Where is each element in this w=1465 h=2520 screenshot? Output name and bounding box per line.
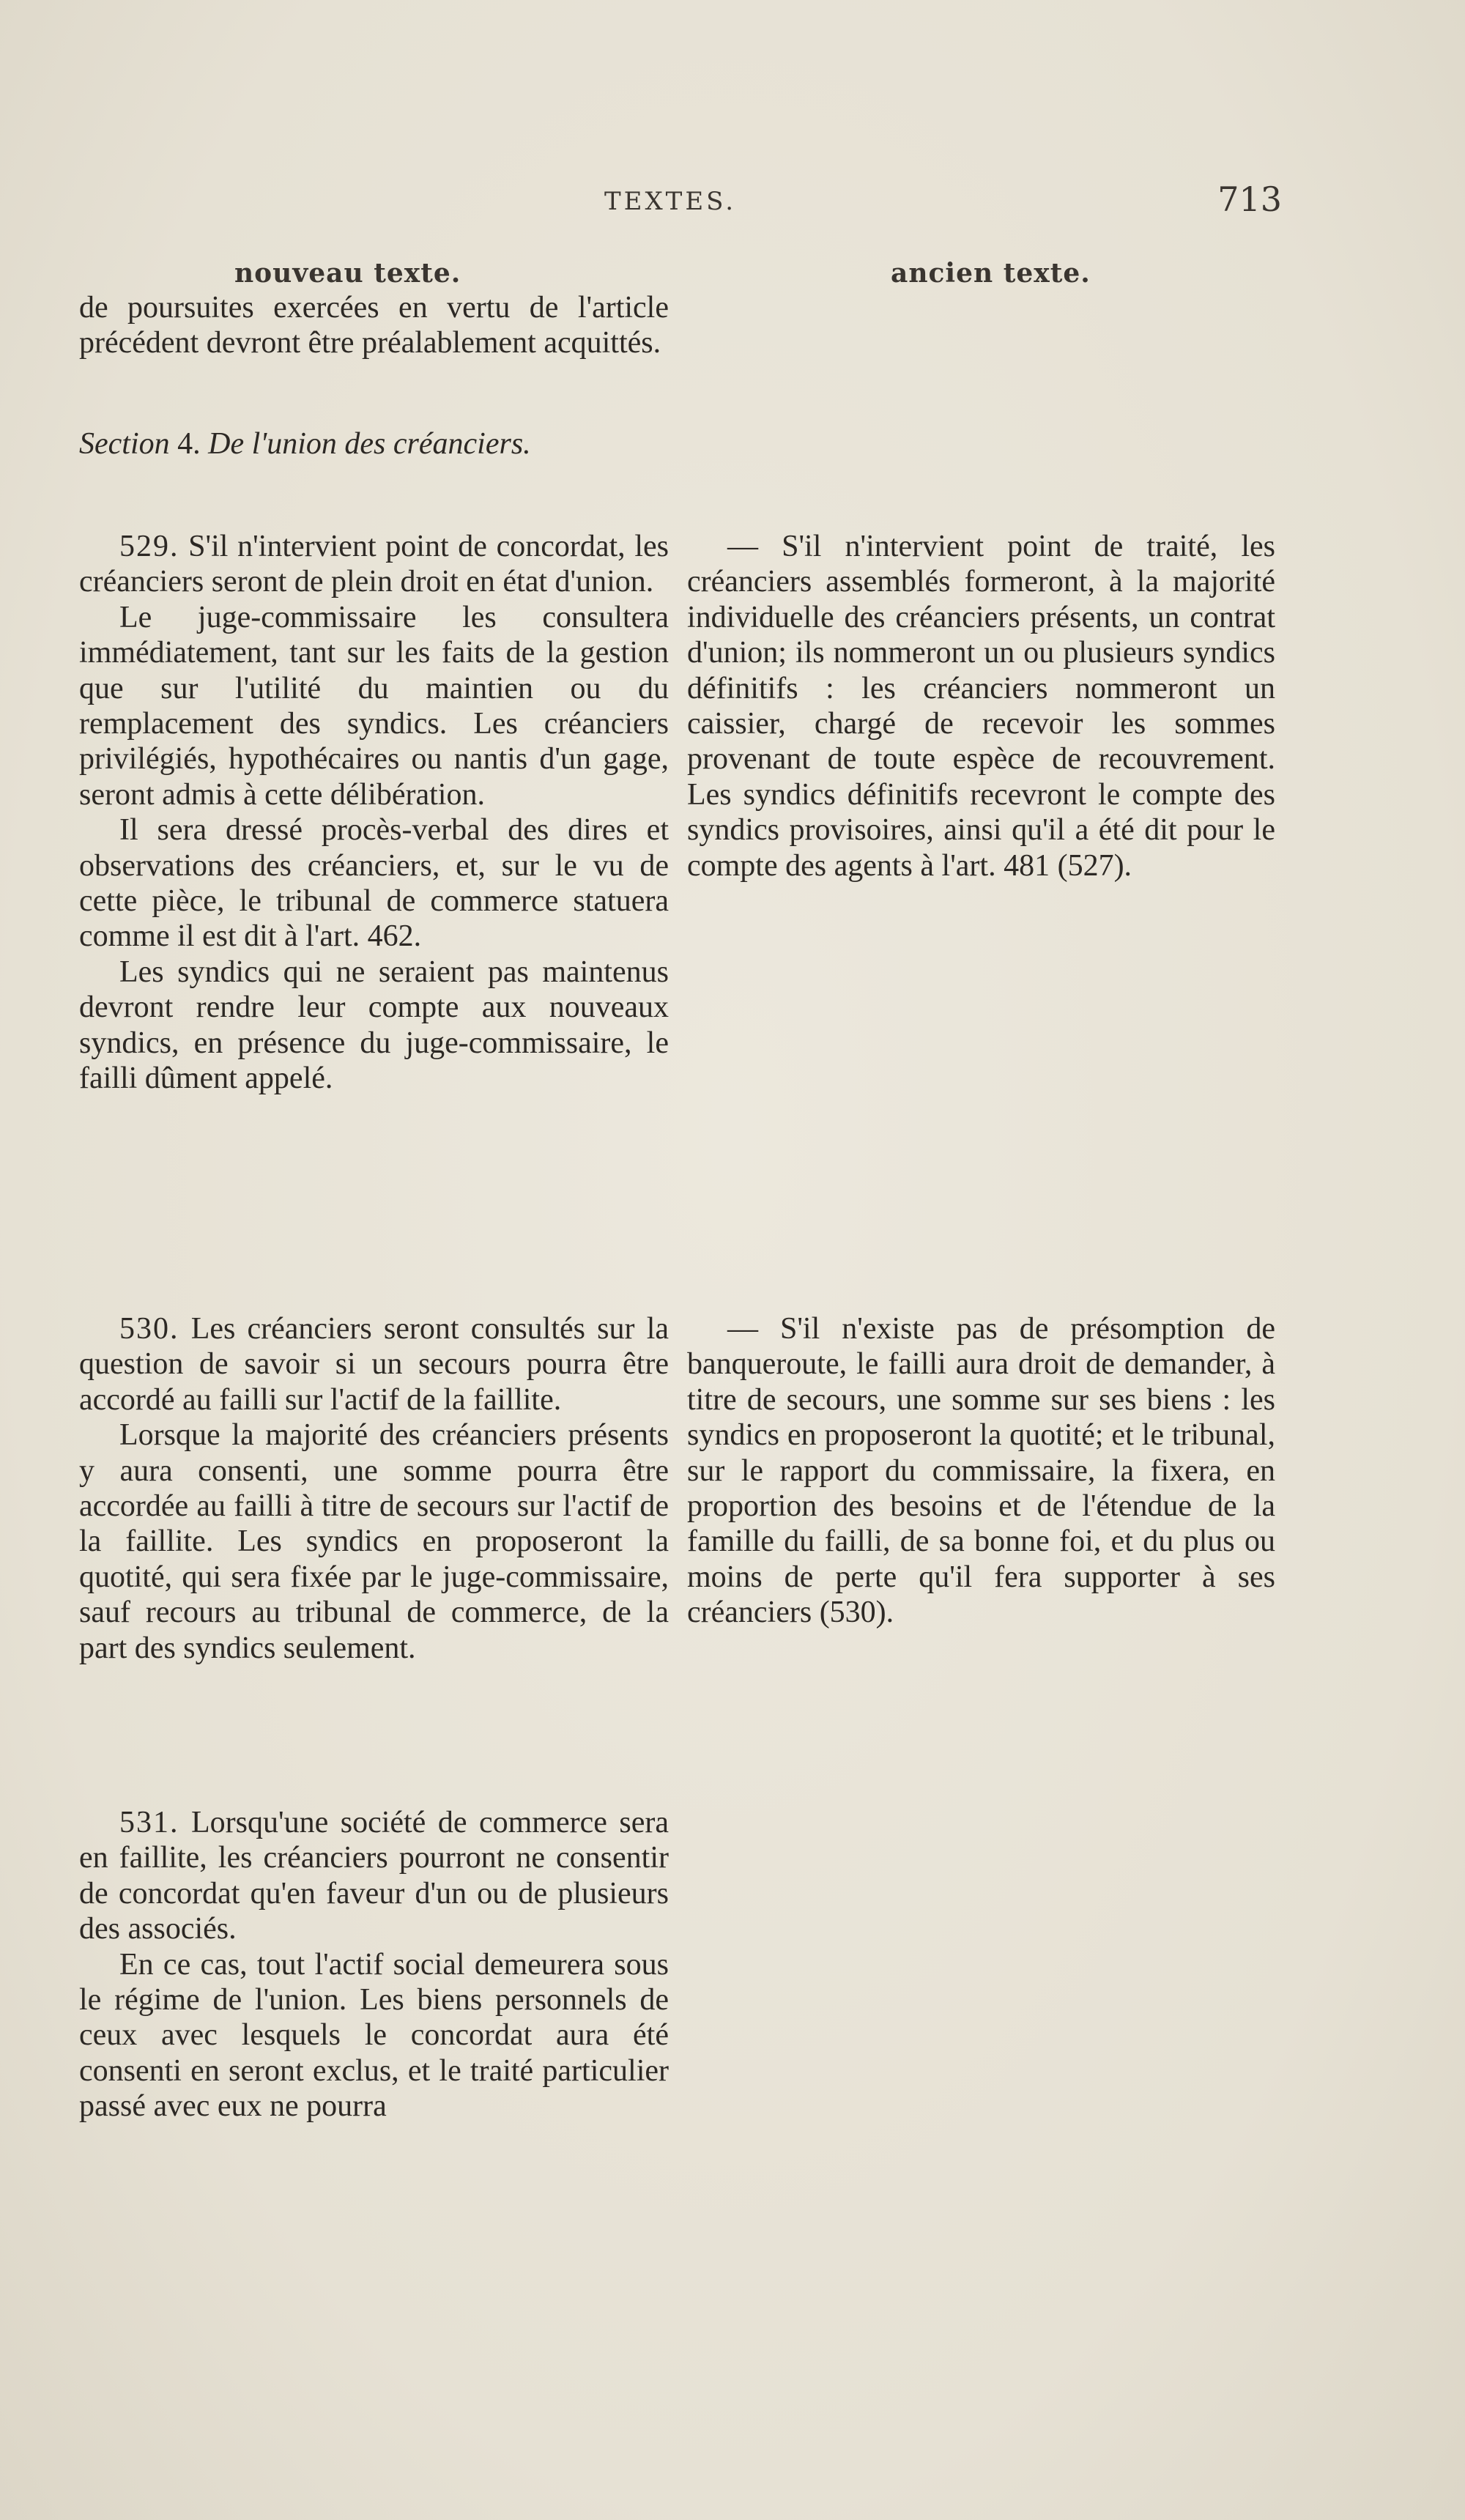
article-number: 531.	[119, 1806, 179, 1839]
article-529	[79, 529, 669, 1097]
left-column-heading: nouveau texte.	[234, 258, 461, 289]
article-paragraph: Lorsque la majorité des créanciers présents y aura consenti, une somme pourra être accordée au failli à titre de secours sur l'actif de la faillite. Les syndics en proposeront la quotité, qui sera fixée par le juge-commissaire, sauf recours au tribunal de commerce, de la part des syndics seulement.	[79, 1418, 669, 1665]
article-paragraph: Le juge-commissaire les consultera immédiatement, tant sur les faits de la gestion que sur l'utilité du maintien ou du remplacement des syndics. Les créanciers privilégiés, hypothécaires ou nantis d'un gage, seront admis à cette délibération.	[79, 600, 669, 812]
article-text: S'il n'intervient point de concordat, les créanciers seront de plein droit en état d'union.	[79, 530, 669, 599]
article-number: 529.	[119, 530, 179, 563]
article-paragraph: En ce cas, tout l'actif social demeurera sous le régime de l'union. Les biens personnels de ceux avec lesquels le concordat aura été consenti en seront exclus, et le traité particulier passé avec eux ne pourra	[79, 1947, 669, 2124]
article-530	[79, 1311, 669, 1666]
ancien-paragraph-530: — S'il n'existe pas de présomption de banqueroute, le failli aura droit de demander, à titre de secours, une somme sur ses biens : les syndics en proposeront la quotité; et le tribunal, sur le rapport du commissaire, la fixera, en proportion des besoins et de l'étendue de la famille du failli, de sa bonne foi, et du plus ou moins de perte qu'il fera supporter à ses créanciers (530).	[687, 1312, 1275, 1630]
section-number: 4.	[177, 427, 201, 461]
article-text: Les créanciers seront consultés sur la question de savoir si un secours pourra être accordé au failli sur l'actif de la faillite.	[79, 1312, 670, 1417]
article-531	[79, 1805, 669, 2124]
running-title: TEXTES.	[604, 187, 737, 216]
ancien-paragraph-527: — S'il n'intervient point de traité, les créanciers assemblés formeront, à la majorité individuelle des créanciers présents, un contrat d'union; ils nommeront un ou plusieurs syndics définitifs : les créanciers nommeront un caissier, chargé de recevoir les sommes provenant de toute espèce de recouvrement. Les syndics définitifs recevront le compte des syndics provisoires, ainsi qu'il a été dit pour le compte des agents à l'art. 481 (527).	[687, 530, 1275, 883]
article-paragraph: Les syndics qui ne seraient pas maintenus devront rendre leur compte aux nouveaux syndics, en présence du juge-commissaire, le failli dûment appelé.	[79, 955, 669, 1096]
section-label: Section	[79, 427, 170, 461]
article-text: Lorsqu'une société de commerce sera en faillite, les créanciers pourront ne consentir de concordat qu'en faveur d'un ou de plusieurs des associés.	[79, 1806, 670, 1946]
page-number: 713	[1217, 179, 1282, 219]
continuation-paragraph: de poursuites exercées en vertu de l'article précédent devront être préalablement acquittés.	[79, 291, 669, 360]
section-heading	[79, 426, 669, 462]
article-paragraph: Il sera dressé procès-verbal des dires et observations des créanciers, et, sur le vu de cette pièce, le tribunal de commerce statuera comme il est dit à l'art. 462.	[79, 813, 669, 954]
section-title: De l'union des créanciers.	[208, 427, 531, 461]
article-number: 530.	[119, 1312, 179, 1346]
right-column-heading: ancien texte.	[891, 258, 1091, 289]
